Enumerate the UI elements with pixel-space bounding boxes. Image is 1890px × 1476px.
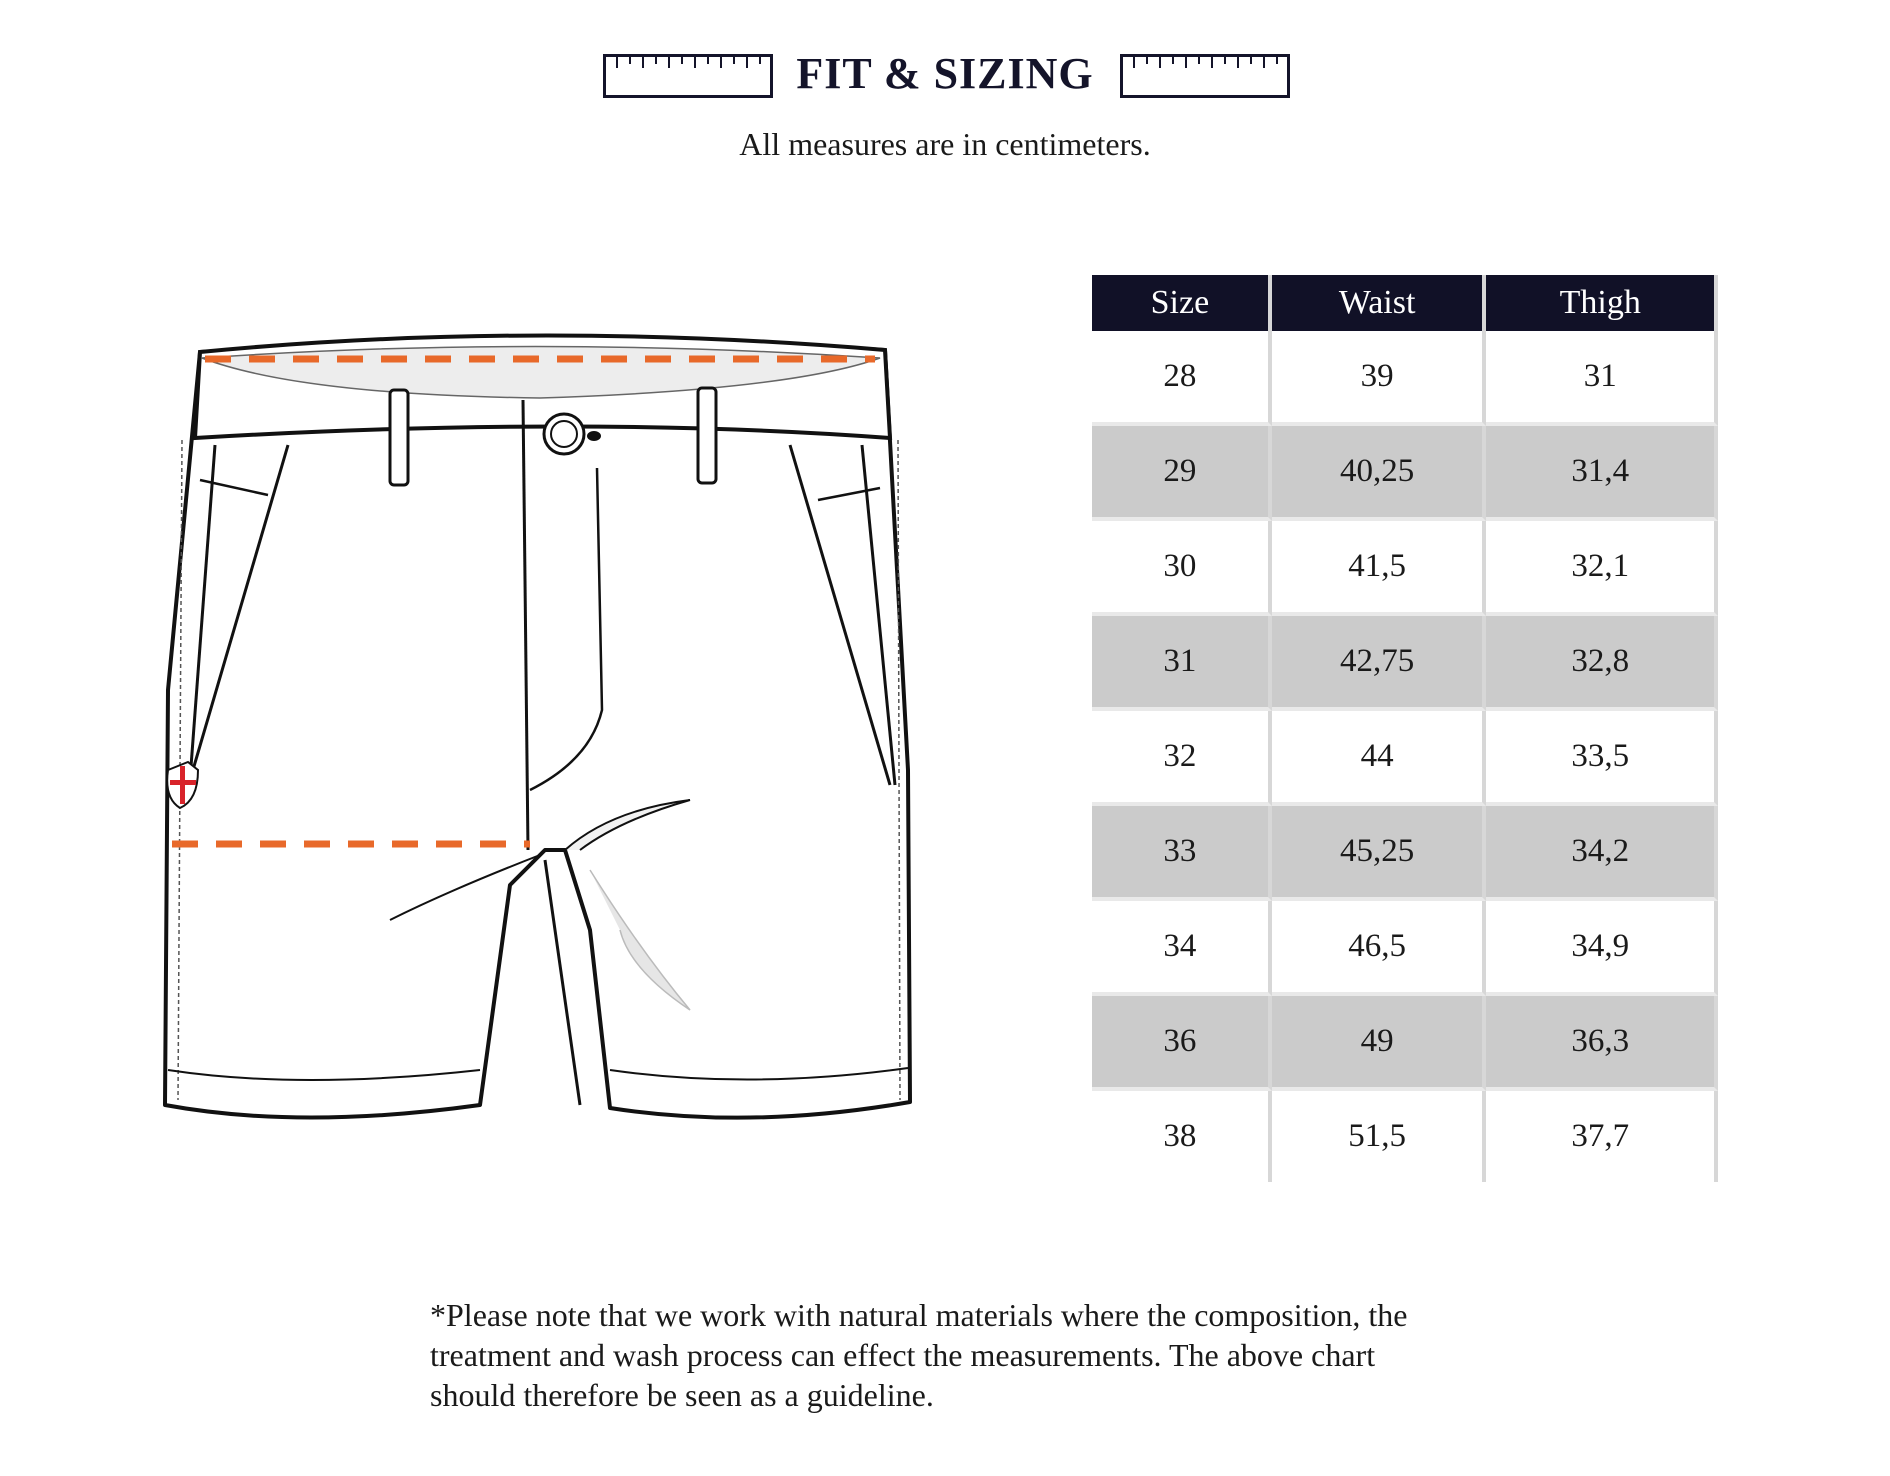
page-title: FIT & SIZING bbox=[796, 49, 1094, 98]
waist-cell: 44 bbox=[1272, 711, 1487, 806]
size-cell: 29 bbox=[1092, 426, 1272, 521]
table-row bbox=[1092, 331, 1718, 426]
page-header bbox=[0, 40, 1890, 110]
waist-cell: 40,25 bbox=[1272, 426, 1487, 521]
size-cell: 36 bbox=[1092, 996, 1272, 1091]
waist-cell: 51,5 bbox=[1272, 1091, 1487, 1182]
thigh-cell: 37,7 bbox=[1486, 1091, 1718, 1182]
table-row bbox=[1092, 616, 1718, 711]
size-cell: 34 bbox=[1092, 901, 1272, 996]
disclaimer-note bbox=[430, 1295, 1490, 1415]
table-row bbox=[1092, 426, 1718, 521]
note-line: *Please note that we work with natural materials where the composition, the bbox=[430, 1297, 1408, 1333]
size-cell: 33 bbox=[1092, 806, 1272, 901]
waist-cell: 46,5 bbox=[1272, 901, 1487, 996]
ruler-icon bbox=[1120, 54, 1290, 98]
thigh-cell: 32,1 bbox=[1486, 521, 1718, 616]
note-line: treatment and wash process can effect the measurements. The above chart bbox=[430, 1337, 1376, 1373]
table-row bbox=[1092, 996, 1718, 1091]
table-header-row bbox=[1092, 275, 1718, 331]
page-subtitle: All measures are in centimeters. bbox=[739, 126, 1151, 162]
size-cell: 38 bbox=[1092, 1091, 1272, 1182]
thigh-cell: 36,3 bbox=[1486, 996, 1718, 1091]
column-header-size: Size bbox=[1092, 275, 1272, 331]
thigh-cell: 33,5 bbox=[1486, 711, 1718, 806]
waist-cell: 41,5 bbox=[1272, 521, 1487, 616]
thigh-cell: 34,2 bbox=[1486, 806, 1718, 901]
size-table bbox=[1092, 275, 1718, 1182]
waist-cell: 42,75 bbox=[1272, 616, 1487, 711]
waist-cell: 49 bbox=[1272, 996, 1487, 1091]
table-row bbox=[1092, 521, 1718, 616]
thigh-cell: 31,4 bbox=[1486, 426, 1718, 521]
table-row bbox=[1092, 1091, 1718, 1182]
size-cell: 32 bbox=[1092, 711, 1272, 806]
waist-cell: 45,25 bbox=[1272, 806, 1487, 901]
thigh-cell: 34,9 bbox=[1486, 901, 1718, 996]
shorts-illustration bbox=[150, 330, 930, 1130]
thigh-cell: 31 bbox=[1486, 331, 1718, 426]
column-header-thigh: Thigh bbox=[1486, 275, 1718, 331]
thigh-cell: 32,8 bbox=[1486, 616, 1718, 711]
table-row bbox=[1092, 806, 1718, 901]
note-line: should therefore be seen as a guideline. bbox=[430, 1377, 934, 1413]
waist-cell: 39 bbox=[1272, 331, 1487, 426]
table-row bbox=[1092, 901, 1718, 996]
table-row bbox=[1092, 711, 1718, 806]
size-cell: 31 bbox=[1092, 616, 1272, 711]
column-header-waist: Waist bbox=[1272, 275, 1487, 331]
size-cell: 30 bbox=[1092, 521, 1272, 616]
size-cell: 28 bbox=[1092, 331, 1272, 426]
